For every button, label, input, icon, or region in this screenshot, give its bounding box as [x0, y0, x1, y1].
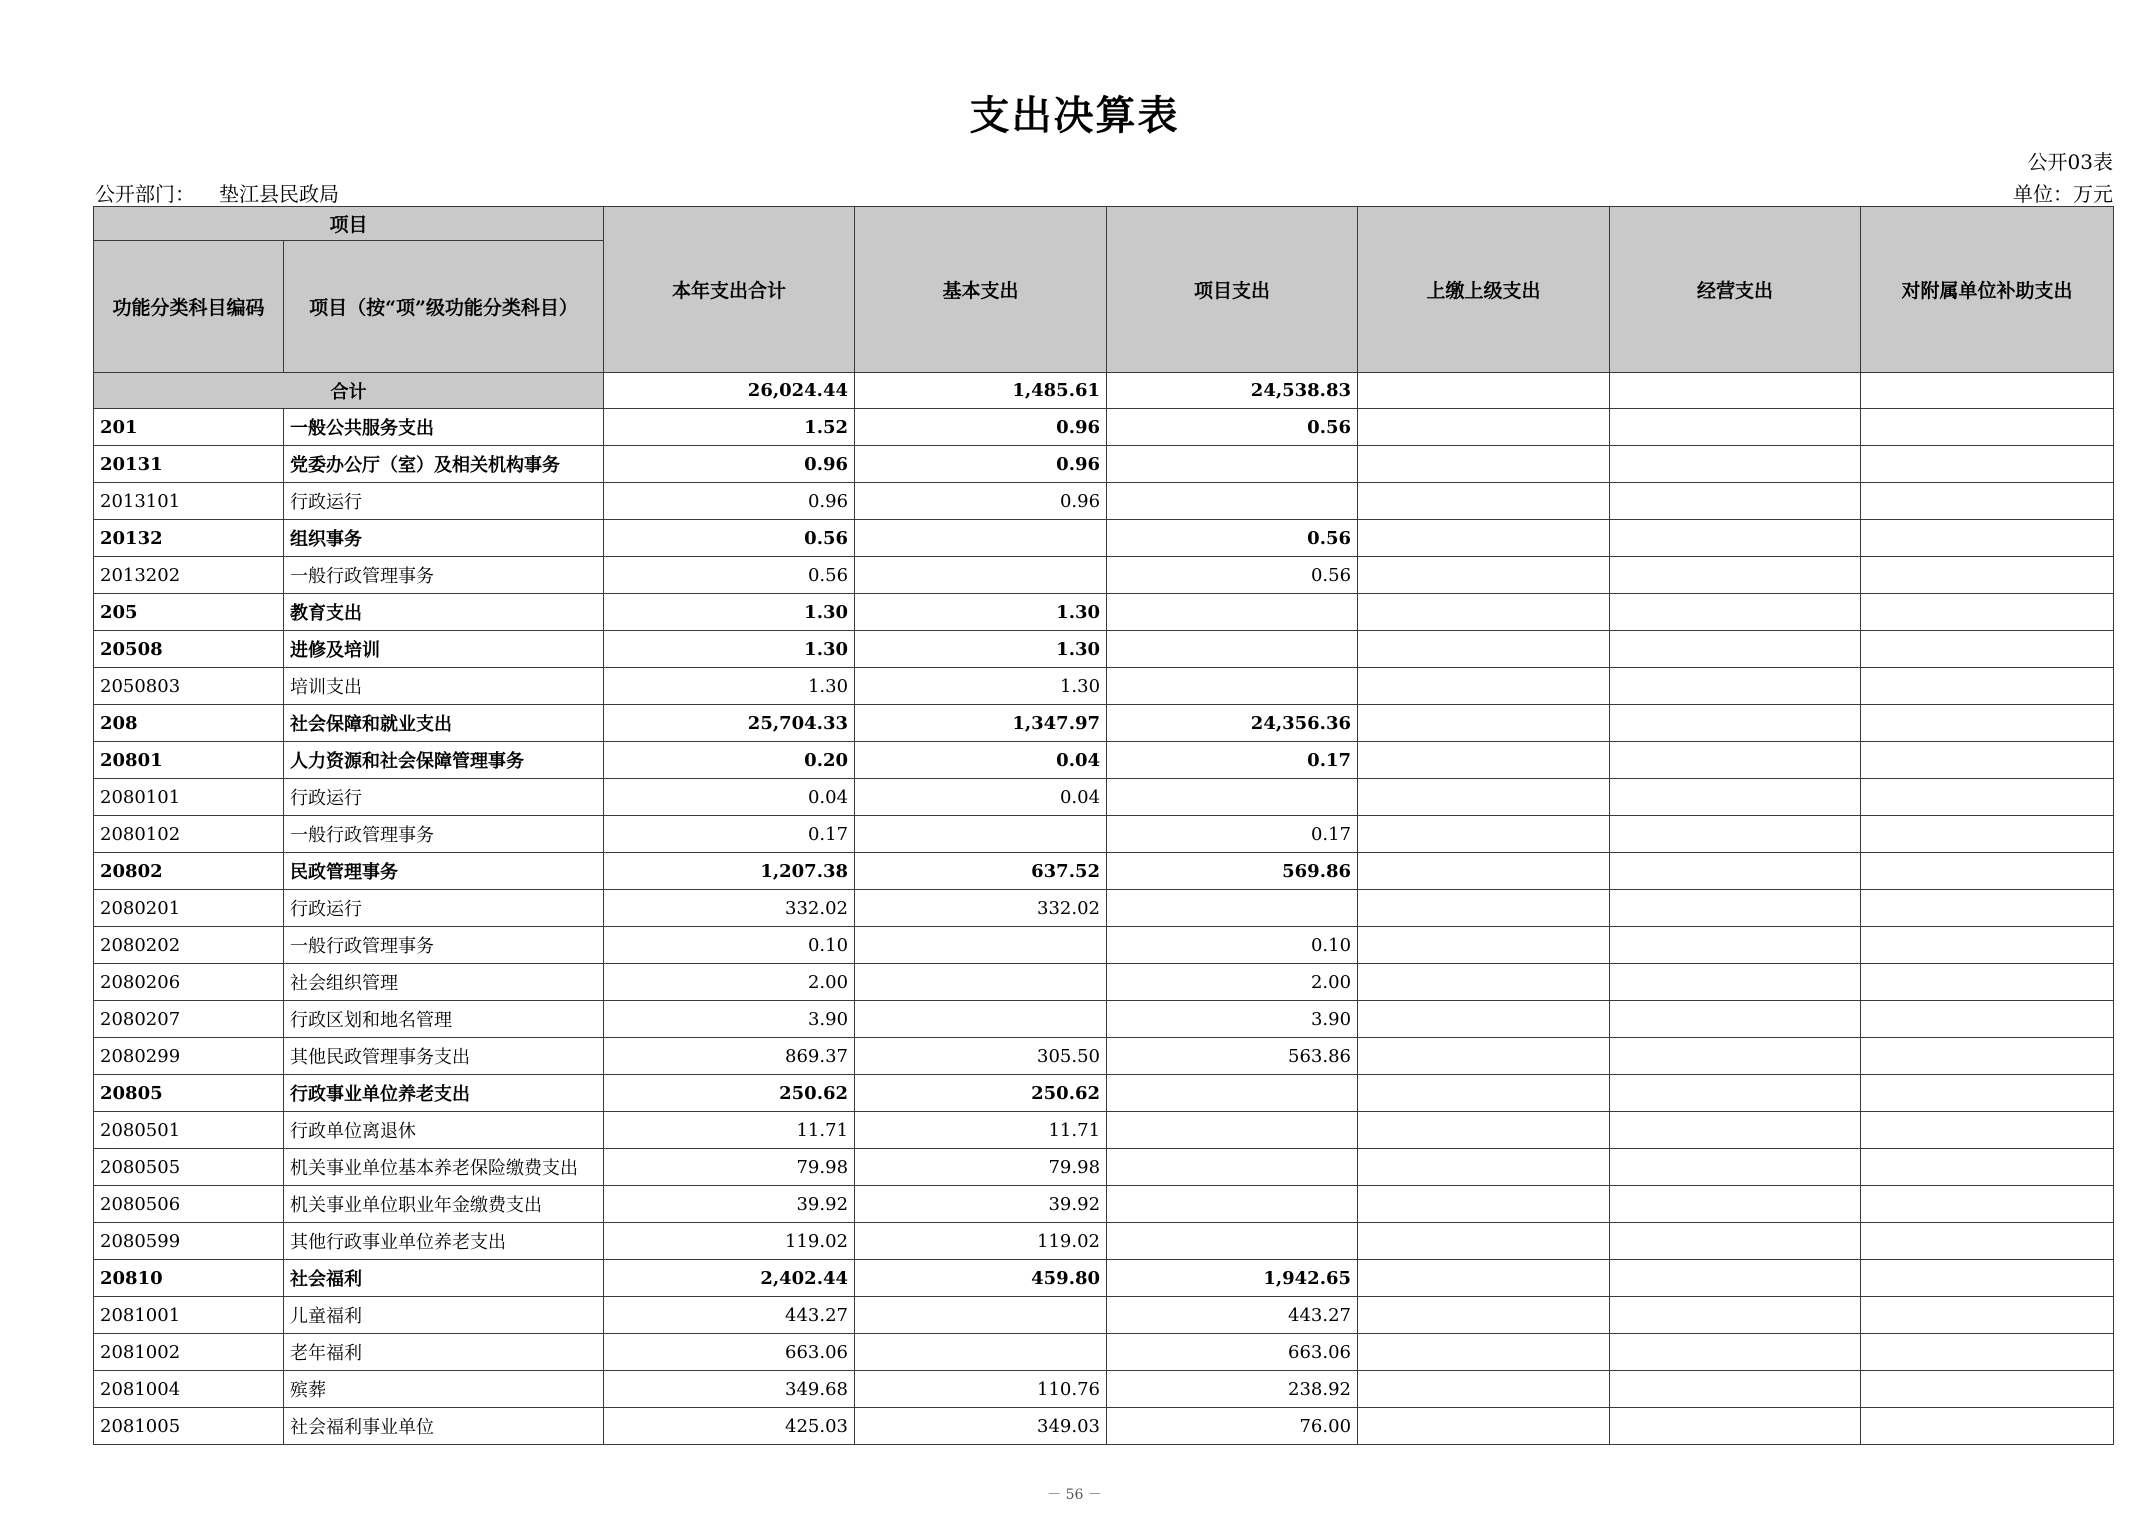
row-value	[1358, 631, 1610, 668]
row-value	[1358, 483, 1610, 520]
row-value: 0.96	[604, 446, 855, 483]
row-value: 349.03	[855, 1408, 1107, 1445]
table-row	[94, 483, 2114, 520]
row-value	[1358, 964, 1610, 1001]
row-value	[1358, 816, 1610, 853]
row-code: 20805	[94, 1075, 284, 1112]
row-name: 党委办公厅（室）及相关机构事务	[284, 446, 604, 483]
header-col-project: 项目支出	[1107, 207, 1358, 373]
row-value	[855, 1297, 1107, 1334]
header-col-upper-remit: 上缴上级支出	[1358, 207, 1610, 373]
row-value	[855, 1334, 1107, 1371]
total-cell: 1,485.61	[855, 373, 1107, 409]
row-value	[1610, 1112, 1861, 1149]
row-value	[855, 927, 1107, 964]
row-value	[1861, 631, 2114, 668]
row-value: 332.02	[855, 890, 1107, 927]
row-code: 2013101	[94, 483, 284, 520]
row-value	[1861, 927, 2114, 964]
table-row	[94, 742, 2114, 779]
row-name: 民政管理事务	[284, 853, 604, 890]
row-value	[1610, 816, 1861, 853]
row-name: 人力资源和社会保障管理事务	[284, 742, 604, 779]
row-value: 349.68	[604, 1371, 855, 1408]
row-value	[1358, 1001, 1610, 1038]
total-cell	[1358, 373, 1610, 409]
row-value	[855, 964, 1107, 1001]
header-name: 项目（按“项”级功能分类科目）	[284, 241, 604, 373]
row-name: 教育支出	[284, 594, 604, 631]
row-code: 20802	[94, 853, 284, 890]
total-row	[94, 373, 2114, 409]
row-value	[1358, 705, 1610, 742]
row-value	[1861, 446, 2114, 483]
row-value	[1610, 1260, 1861, 1297]
row-value	[1861, 409, 2114, 446]
row-code: 20801	[94, 742, 284, 779]
row-value	[1610, 1223, 1861, 1260]
row-value: 663.06	[604, 1334, 855, 1371]
row-value	[1861, 1223, 2114, 1260]
row-value: 0.96	[855, 446, 1107, 483]
row-value: 76.00	[1107, 1408, 1358, 1445]
row-name: 行政事业单位养老支出	[284, 1075, 604, 1112]
row-value	[855, 1001, 1107, 1038]
row-value	[1610, 520, 1861, 557]
row-value: 332.02	[604, 890, 855, 927]
row-value	[855, 557, 1107, 594]
table-row	[94, 520, 2114, 557]
page-number: － 56 －	[1047, 1487, 1102, 1503]
row-code: 2081004	[94, 1371, 284, 1408]
row-name: 进修及培训	[284, 631, 604, 668]
row-value: 0.96	[855, 483, 1107, 520]
row-value: 25,704.33	[604, 705, 855, 742]
row-value	[1107, 1075, 1358, 1112]
row-name: 行政运行	[284, 779, 604, 816]
row-value	[1861, 594, 2114, 631]
row-code: 20508	[94, 631, 284, 668]
row-value: 637.52	[855, 853, 1107, 890]
row-name: 社会福利事业单位	[284, 1408, 604, 1445]
header-code: 功能分类科目编码	[94, 241, 284, 373]
row-value: 0.17	[1107, 742, 1358, 779]
row-value: 0.17	[1107, 816, 1358, 853]
table-row	[94, 1371, 2114, 1408]
row-value	[1358, 890, 1610, 927]
row-name: 行政运行	[284, 483, 604, 520]
row-value: 0.96	[855, 409, 1107, 446]
row-value	[1358, 409, 1610, 446]
total-cell	[1861, 373, 2114, 409]
row-value: 0.10	[1107, 927, 1358, 964]
row-value	[1358, 1408, 1610, 1445]
row-value	[1861, 1001, 2114, 1038]
row-value: 1.30	[604, 631, 855, 668]
table-row	[94, 631, 2114, 668]
table-row	[94, 964, 2114, 1001]
table-number: 公开03表	[2027, 150, 2113, 174]
table-row	[94, 446, 2114, 483]
row-value	[1861, 890, 2114, 927]
row-value	[1610, 1001, 1861, 1038]
row-value: 2.00	[604, 964, 855, 1001]
row-code: 2080202	[94, 927, 284, 964]
row-value	[855, 520, 1107, 557]
row-value	[1861, 1297, 2114, 1334]
table-row	[94, 1223, 2114, 1260]
row-value	[1861, 1408, 2114, 1445]
row-value	[1358, 742, 1610, 779]
row-value	[1610, 779, 1861, 816]
row-value	[1610, 1371, 1861, 1408]
table-row	[94, 853, 2114, 890]
row-value: 79.98	[604, 1149, 855, 1186]
row-value: 238.92	[1107, 1371, 1358, 1408]
row-code: 2080201	[94, 890, 284, 927]
row-value: 1.52	[604, 409, 855, 446]
row-value: 250.62	[604, 1075, 855, 1112]
row-name: 社会组织管理	[284, 964, 604, 1001]
row-value: 569.86	[1107, 853, 1358, 890]
row-value	[1358, 1186, 1610, 1223]
row-value	[1861, 816, 2114, 853]
row-value	[1610, 557, 1861, 594]
row-value	[1861, 1149, 2114, 1186]
row-value	[855, 816, 1107, 853]
row-value	[1107, 631, 1358, 668]
header-project-group: 项目	[94, 207, 604, 241]
row-code: 2050803	[94, 668, 284, 705]
total-cell	[1610, 373, 1861, 409]
row-value	[1610, 483, 1861, 520]
row-value	[1358, 1112, 1610, 1149]
row-value: 11.71	[855, 1112, 1107, 1149]
row-value	[1107, 779, 1358, 816]
row-value: 3.90	[604, 1001, 855, 1038]
row-value	[1861, 964, 2114, 1001]
table-row	[94, 409, 2114, 446]
row-value	[1610, 668, 1861, 705]
row-name: 组织事务	[284, 520, 604, 557]
row-value: 39.92	[604, 1186, 855, 1223]
row-value: 0.20	[604, 742, 855, 779]
row-value	[1610, 1038, 1861, 1075]
row-value	[1107, 1149, 1358, 1186]
row-value	[1610, 853, 1861, 890]
row-code: 2080206	[94, 964, 284, 1001]
row-value	[1358, 1371, 1610, 1408]
row-code: 2081005	[94, 1408, 284, 1445]
row-value	[1861, 1186, 2114, 1223]
row-code: 201	[94, 409, 284, 446]
row-name: 行政区划和地名管理	[284, 1001, 604, 1038]
row-name: 其他民政管理事务支出	[284, 1038, 604, 1075]
row-value: 119.02	[855, 1223, 1107, 1260]
row-code: 208	[94, 705, 284, 742]
row-value: 0.56	[604, 520, 855, 557]
table-row	[94, 705, 2114, 742]
row-code: 2081002	[94, 1334, 284, 1371]
row-code: 20810	[94, 1260, 284, 1297]
row-value	[1610, 409, 1861, 446]
row-value	[1610, 705, 1861, 742]
row-value: 0.04	[604, 779, 855, 816]
row-name: 一般公共服务支出	[284, 409, 604, 446]
row-value	[1861, 668, 2114, 705]
table-row	[94, 927, 2114, 964]
row-value: 0.04	[855, 742, 1107, 779]
unit-label: 单位：万元	[2013, 182, 2113, 206]
row-value	[1358, 1297, 1610, 1334]
row-value: 110.76	[855, 1371, 1107, 1408]
row-value	[1861, 1075, 2114, 1112]
table-body	[94, 373, 2114, 1445]
row-value: 1.30	[855, 594, 1107, 631]
row-name: 社会福利	[284, 1260, 604, 1297]
row-value: 663.06	[1107, 1334, 1358, 1371]
row-code: 205	[94, 594, 284, 631]
row-name: 殡葬	[284, 1371, 604, 1408]
row-name: 一般行政管理事务	[284, 816, 604, 853]
row-value: 0.96	[604, 483, 855, 520]
row-code: 2081001	[94, 1297, 284, 1334]
row-value	[1861, 557, 2114, 594]
row-value: 1.30	[604, 668, 855, 705]
row-value	[1861, 742, 2114, 779]
row-value	[1107, 1186, 1358, 1223]
row-value	[1861, 1371, 2114, 1408]
row-value: 3.90	[1107, 1001, 1358, 1038]
row-value: 2.00	[1107, 964, 1358, 1001]
row-value: 2,402.44	[604, 1260, 855, 1297]
row-value	[1861, 853, 2114, 890]
table-row	[94, 1001, 2114, 1038]
row-name: 其他行政事业单位养老支出	[284, 1223, 604, 1260]
table-row	[94, 557, 2114, 594]
row-value	[1358, 1223, 1610, 1260]
row-code: 2080101	[94, 779, 284, 816]
row-value	[1358, 1260, 1610, 1297]
row-value	[1107, 668, 1358, 705]
table-row	[94, 668, 2114, 705]
row-value: 250.62	[855, 1075, 1107, 1112]
row-name: 老年福利	[284, 1334, 604, 1371]
page-title: 支出决算表	[969, 92, 1180, 139]
row-value	[1610, 1149, 1861, 1186]
row-value	[1610, 446, 1861, 483]
table-row	[94, 1186, 2114, 1223]
row-value	[1358, 520, 1610, 557]
table-row	[94, 1408, 2114, 1445]
row-value	[1107, 1112, 1358, 1149]
row-code: 20131	[94, 446, 284, 483]
row-value	[1861, 520, 2114, 557]
row-name: 培训支出	[284, 668, 604, 705]
row-value	[1358, 927, 1610, 964]
table-row	[94, 1112, 2114, 1149]
row-value: 0.04	[855, 779, 1107, 816]
row-name: 行政单位离退休	[284, 1112, 604, 1149]
row-value	[1358, 668, 1610, 705]
table-row	[94, 779, 2114, 816]
row-value: 1.30	[855, 668, 1107, 705]
row-value: 0.10	[604, 927, 855, 964]
table-header	[94, 207, 2114, 373]
row-code: 2080506	[94, 1186, 284, 1223]
row-value: 119.02	[604, 1223, 855, 1260]
row-value: 39.92	[855, 1186, 1107, 1223]
row-value	[1861, 1038, 2114, 1075]
row-value	[1610, 890, 1861, 927]
row-value	[1107, 1223, 1358, 1260]
row-name: 机关事业单位基本养老保险缴费支出	[284, 1149, 604, 1186]
row-value	[1107, 483, 1358, 520]
row-name: 机关事业单位职业年金缴费支出	[284, 1186, 604, 1223]
row-value: 0.17	[604, 816, 855, 853]
row-name: 儿童福利	[284, 1297, 604, 1334]
table-row	[94, 816, 2114, 853]
row-value	[1861, 705, 2114, 742]
department-label: 公开部门：	[95, 182, 195, 206]
department-name: 垫江县民政局	[219, 182, 339, 206]
header-col-subsidy: 对附属单位补助支出	[1861, 207, 2114, 373]
row-value	[1358, 1149, 1610, 1186]
row-value	[1107, 594, 1358, 631]
row-value	[1358, 557, 1610, 594]
department-info	[95, 178, 339, 207]
table-row	[94, 1260, 2114, 1297]
row-value	[1610, 1075, 1861, 1112]
row-value	[1610, 927, 1861, 964]
table-row	[94, 1038, 2114, 1075]
table-row	[94, 594, 2114, 631]
total-cell: 24,538.83	[1107, 373, 1358, 409]
row-code: 2080299	[94, 1038, 284, 1075]
row-value	[1610, 594, 1861, 631]
row-value: 443.27	[604, 1297, 855, 1334]
table-row	[94, 1297, 2114, 1334]
row-code: 20132	[94, 520, 284, 557]
row-value: 0.56	[1107, 520, 1358, 557]
row-code: 2080501	[94, 1112, 284, 1149]
header-col-basic: 基本支出	[855, 207, 1107, 373]
row-value	[1358, 594, 1610, 631]
row-value	[1610, 964, 1861, 1001]
total-label: 合计	[94, 373, 604, 409]
row-value: 1,347.97	[855, 705, 1107, 742]
row-value	[1861, 1334, 2114, 1371]
row-value	[1861, 779, 2114, 816]
row-code: 2080102	[94, 816, 284, 853]
row-value	[1610, 631, 1861, 668]
total-cell: 26,024.44	[604, 373, 855, 409]
row-value: 24,356.36	[1107, 705, 1358, 742]
row-value	[1861, 483, 2114, 520]
row-name: 社会保障和就业支出	[284, 705, 604, 742]
row-value	[1358, 1075, 1610, 1112]
row-value	[1358, 1334, 1610, 1371]
header-col-total: 本年支出合计	[604, 207, 855, 373]
row-value: 869.37	[604, 1038, 855, 1075]
row-value: 305.50	[855, 1038, 1107, 1075]
row-value	[1358, 446, 1610, 483]
row-value	[1358, 779, 1610, 816]
row-value	[1610, 1334, 1861, 1371]
row-value: 11.71	[604, 1112, 855, 1149]
row-value: 1.30	[855, 631, 1107, 668]
table-row	[94, 1149, 2114, 1186]
row-name: 一般行政管理事务	[284, 557, 604, 594]
row-value	[1107, 446, 1358, 483]
row-value: 425.03	[604, 1408, 855, 1445]
table-row	[94, 890, 2114, 927]
row-code: 2080207	[94, 1001, 284, 1038]
row-value: 0.56	[1107, 557, 1358, 594]
expenditure-table	[93, 206, 2114, 1445]
row-name: 一般行政管理事务	[284, 927, 604, 964]
row-value	[1610, 1408, 1861, 1445]
row-code: 2080505	[94, 1149, 284, 1186]
row-value	[1861, 1260, 2114, 1297]
row-value: 79.98	[855, 1149, 1107, 1186]
row-value: 443.27	[1107, 1297, 1358, 1334]
table-row	[94, 1334, 2114, 1371]
row-value: 0.56	[604, 557, 855, 594]
row-code: 2013202	[94, 557, 284, 594]
row-code: 2080599	[94, 1223, 284, 1260]
row-value: 1.30	[604, 594, 855, 631]
row-value	[1358, 853, 1610, 890]
row-value: 0.56	[1107, 409, 1358, 446]
row-value: 459.80	[855, 1260, 1107, 1297]
table-row	[94, 1075, 2114, 1112]
row-value: 1,942.65	[1107, 1260, 1358, 1297]
row-value	[1610, 742, 1861, 779]
row-name: 行政运行	[284, 890, 604, 927]
row-value	[1610, 1186, 1861, 1223]
row-value	[1610, 1297, 1861, 1334]
row-value: 1,207.38	[604, 853, 855, 890]
row-value: 563.86	[1107, 1038, 1358, 1075]
row-value	[1358, 1038, 1610, 1075]
header-col-operating: 经营支出	[1610, 207, 1861, 373]
row-value	[1861, 1112, 2114, 1149]
row-value	[1107, 890, 1358, 927]
